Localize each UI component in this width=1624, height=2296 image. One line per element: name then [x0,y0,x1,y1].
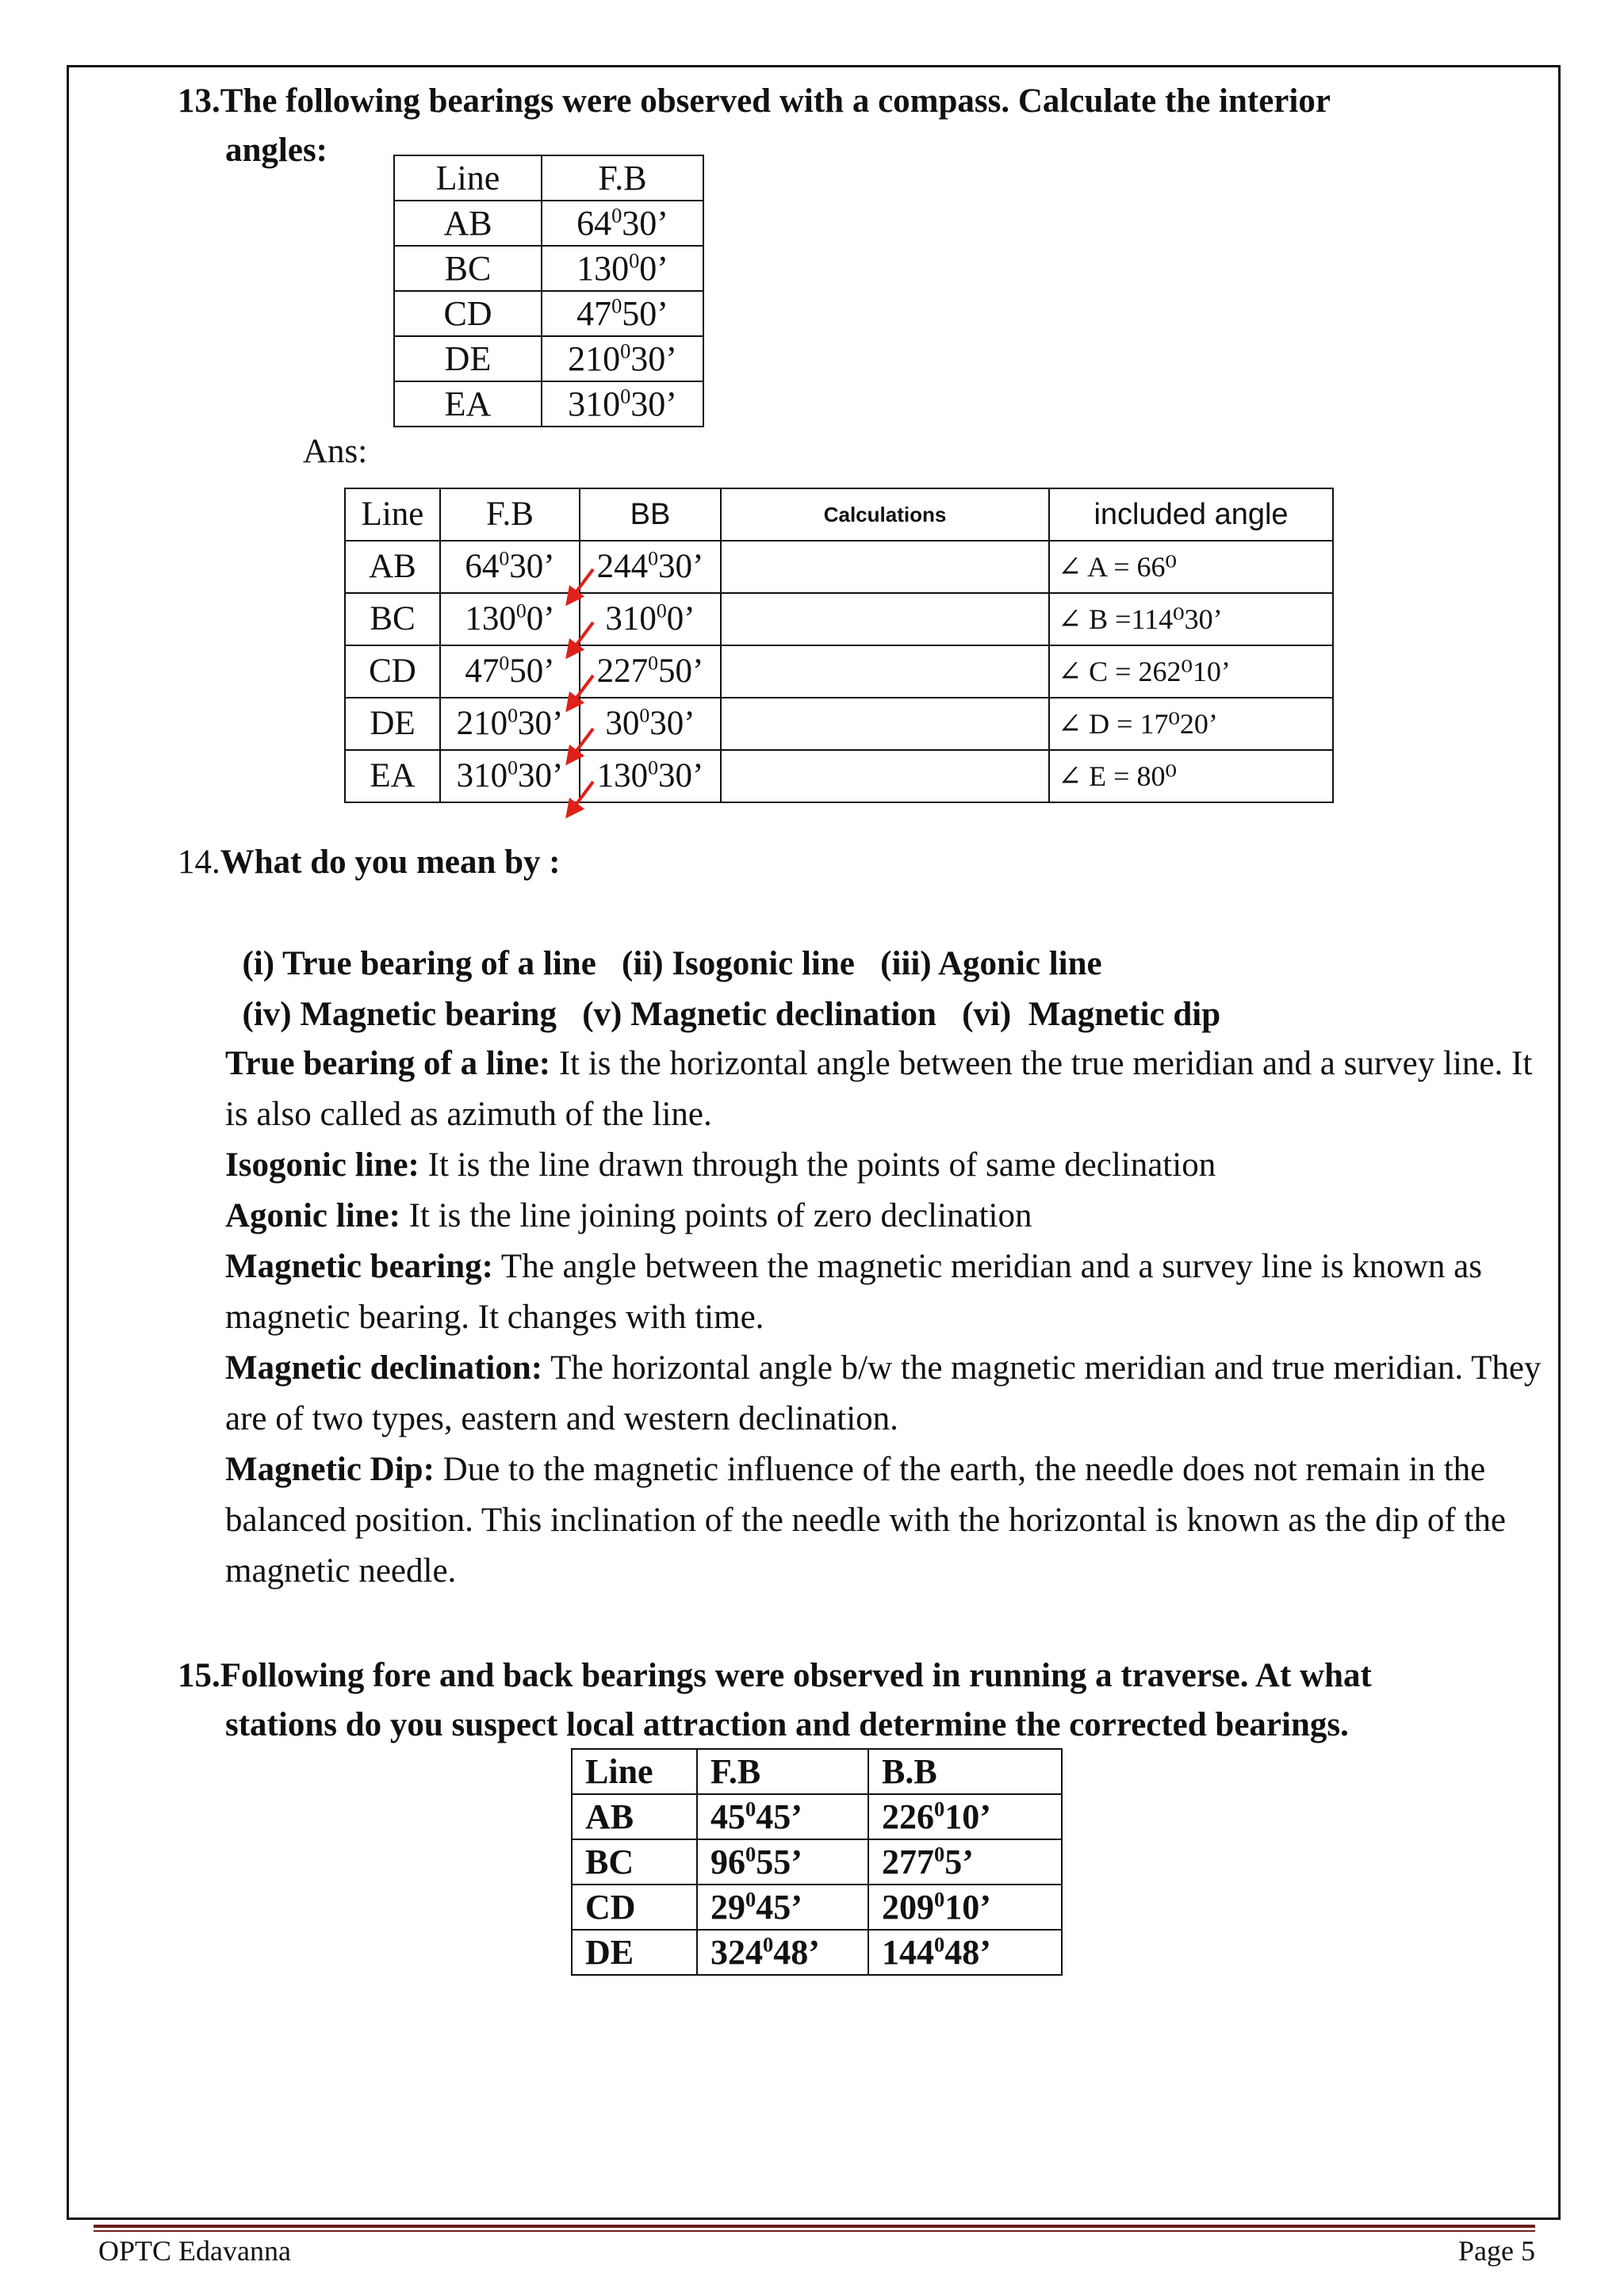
cell-line: AB [345,541,440,593]
answer-table [344,488,1334,803]
question-text-line2: angles: [225,132,327,169]
cell-angle: ∠ C = 262⁰10’ [1049,645,1333,698]
header-calculations: Calculations [721,488,1049,541]
question-number: 14. [178,844,220,881]
header-included-angle: included angle [1049,488,1333,541]
cell-calculation [721,750,1049,802]
cell-line: DE [345,698,440,750]
cell-line: EA [345,750,440,802]
question-15-line2 [225,1700,1349,1751]
cell-fb: $96^055$’ [697,1839,868,1885]
header-bb: BB [580,488,721,541]
cell-line: BC [345,593,440,645]
table-row [345,750,1333,802]
table-header-row [394,155,703,201]
cell-fb: $64^030$’ [440,541,580,593]
question-title: What do you mean by : [220,844,561,881]
definition-text: The horizontal angle b/w the magnetic meridian and true meridian. They are of two types, eastern and western declination. [225,1349,1542,1437]
cell-line: DE [572,1930,697,1975]
cell-bb: $310^00$’ [580,593,721,645]
cell-angle: ∠ D = 17⁰20’ [1049,698,1333,750]
cell-fb: $29^045$’ [697,1885,868,1930]
table-header-row [572,1749,1062,1794]
term: True bearing of a line: [225,1045,551,1082]
cell-calculation [721,541,1049,593]
definition-text: It is the line drawn through the points of same declination [419,1146,1216,1184]
definition-text: It is the horizontal angle between the true meridian and a survey line. It is also called as azimuth of the line. [225,1045,1533,1133]
cell-fb: $47^050$’ [542,291,703,336]
cell-fb: $47^050$’ [440,645,580,698]
cell-bb: $30^030$’ [580,698,721,750]
cell-fb: $45^045$’ [697,1794,868,1839]
cell-angle: ∠ A = 66⁰ [1049,541,1333,593]
term: Isogonic line: [225,1146,419,1184]
table-row [394,381,703,427]
cell-line: EA [394,381,542,427]
footer-page-number: Page 5 [1458,2235,1535,2267]
table-row [345,541,1333,593]
table-row [345,645,1333,698]
table-row [572,1839,1062,1885]
definition-magnetic-dip [225,1445,1542,1597]
cell-angle: ∠ B =114⁰30’ [1049,593,1333,645]
cell-line: CD [345,645,440,698]
cell-calculation [721,593,1049,645]
term: Agonic line: [225,1197,400,1234]
question-14-items-2 [225,939,1220,1040]
cell-bb: $244^030$’ [580,541,721,593]
bearing-table [393,155,704,427]
cell-line: AB [394,201,542,246]
cell-angle: ∠ E = 80⁰ [1049,750,1333,802]
cell-fb: $64^030$’ [542,201,703,246]
header-fb: F.B [440,488,580,541]
table-row [345,593,1333,645]
definition-isogonic-line [225,1140,1542,1191]
cell-line: AB [572,1794,697,1839]
cell-line: CD [394,291,542,336]
definition-magnetic-declination [225,1343,1542,1445]
cell-bb: $144^048$’ [868,1930,1062,1975]
definition-text: Due to the magnetic influence of the earth, the needle does not remain in the balanced position. This inclination of the needle with the horizontal is known as the dip of the magnetic needle. [225,1451,1506,1590]
table-row [345,698,1333,750]
question-14 [178,837,561,888]
definition-text: It is the line joining points of zero declination [400,1197,1032,1234]
table-row [572,1885,1062,1930]
cell-line: BC [394,246,542,291]
header-line: Line [345,488,440,541]
question-13 [178,76,1331,127]
term: Magnetic bearing: [225,1248,493,1285]
table-row [394,336,703,381]
term: Magnetic Dip: [225,1451,435,1488]
table-row [572,1794,1062,1839]
table-row [394,246,703,291]
cell-bb: $130^030$’ [580,750,721,802]
footer-left: OPTC Edavanna [98,2235,291,2267]
header-line: Line [394,155,542,201]
answer-label: Ans: [303,433,368,470]
question-text-line2: stations do you suspect local attraction and determine the corrected bearings. [225,1706,1349,1743]
term: Magnetic declination: [225,1349,543,1387]
question-15 [178,1651,1372,1701]
items-line1: (i) True bearing of a line (ii) Isogonic line (iii) Agonic line [242,945,1102,982]
definition-agonic-line [225,1191,1542,1242]
question-number: 15. [178,1657,220,1694]
question-13-line2 [225,125,327,176]
definition-true-bearing [225,1039,1542,1140]
items-line2: (iv) Magnetic bearing (v) Magnetic declination (vi) Magnetic dip [242,996,1221,1033]
header-fb: F.B [697,1749,868,1794]
cell-bb: $226^010$’ [868,1794,1062,1839]
cell-fb: $210^030$’ [542,336,703,381]
header-line: Line [572,1749,697,1794]
cell-calculation [721,698,1049,750]
footer-rule-thin [94,2230,1535,2232]
question-text-line1: Following fore and back bearings were observed in running a traverse. At what [220,1657,1372,1694]
cell-bb: $227^050$’ [580,645,721,698]
cell-fb: $130^00$’ [542,246,703,291]
header-fb: F.B [542,155,703,201]
cell-bb: $277^05$’ [868,1839,1062,1885]
cell-fb: $210^030$’ [440,698,580,750]
question-text-line1: The following bearings were observed with a compass. Calculate the interior [220,82,1331,120]
cell-fb: $310^030$’ [542,381,703,427]
cell-line: CD [572,1885,697,1930]
cell-bb: $209^010$’ [868,1885,1062,1930]
cell-fb: $324^048$’ [697,1930,868,1975]
footer-rule [94,2225,1535,2228]
definitions [225,1039,1542,1597]
definition-magnetic-bearing [225,1242,1542,1343]
header-bb: B.B [868,1749,1062,1794]
cell-line: DE [394,336,542,381]
cell-line: BC [572,1839,697,1885]
cell-fb: $310^030$’ [440,750,580,802]
cell-fb: $130^00$’ [440,593,580,645]
definition-text: The angle between the magnetic meridian and a survey line is known as magnetic bearing. It changes with time. [225,1248,1482,1336]
table-row [572,1930,1062,1975]
traverse-table [571,1748,1063,1976]
table-row [394,201,703,246]
question-number: 13. [178,82,220,120]
table-row [394,291,703,336]
cell-calculation [721,645,1049,698]
table-header-row [345,488,1333,541]
